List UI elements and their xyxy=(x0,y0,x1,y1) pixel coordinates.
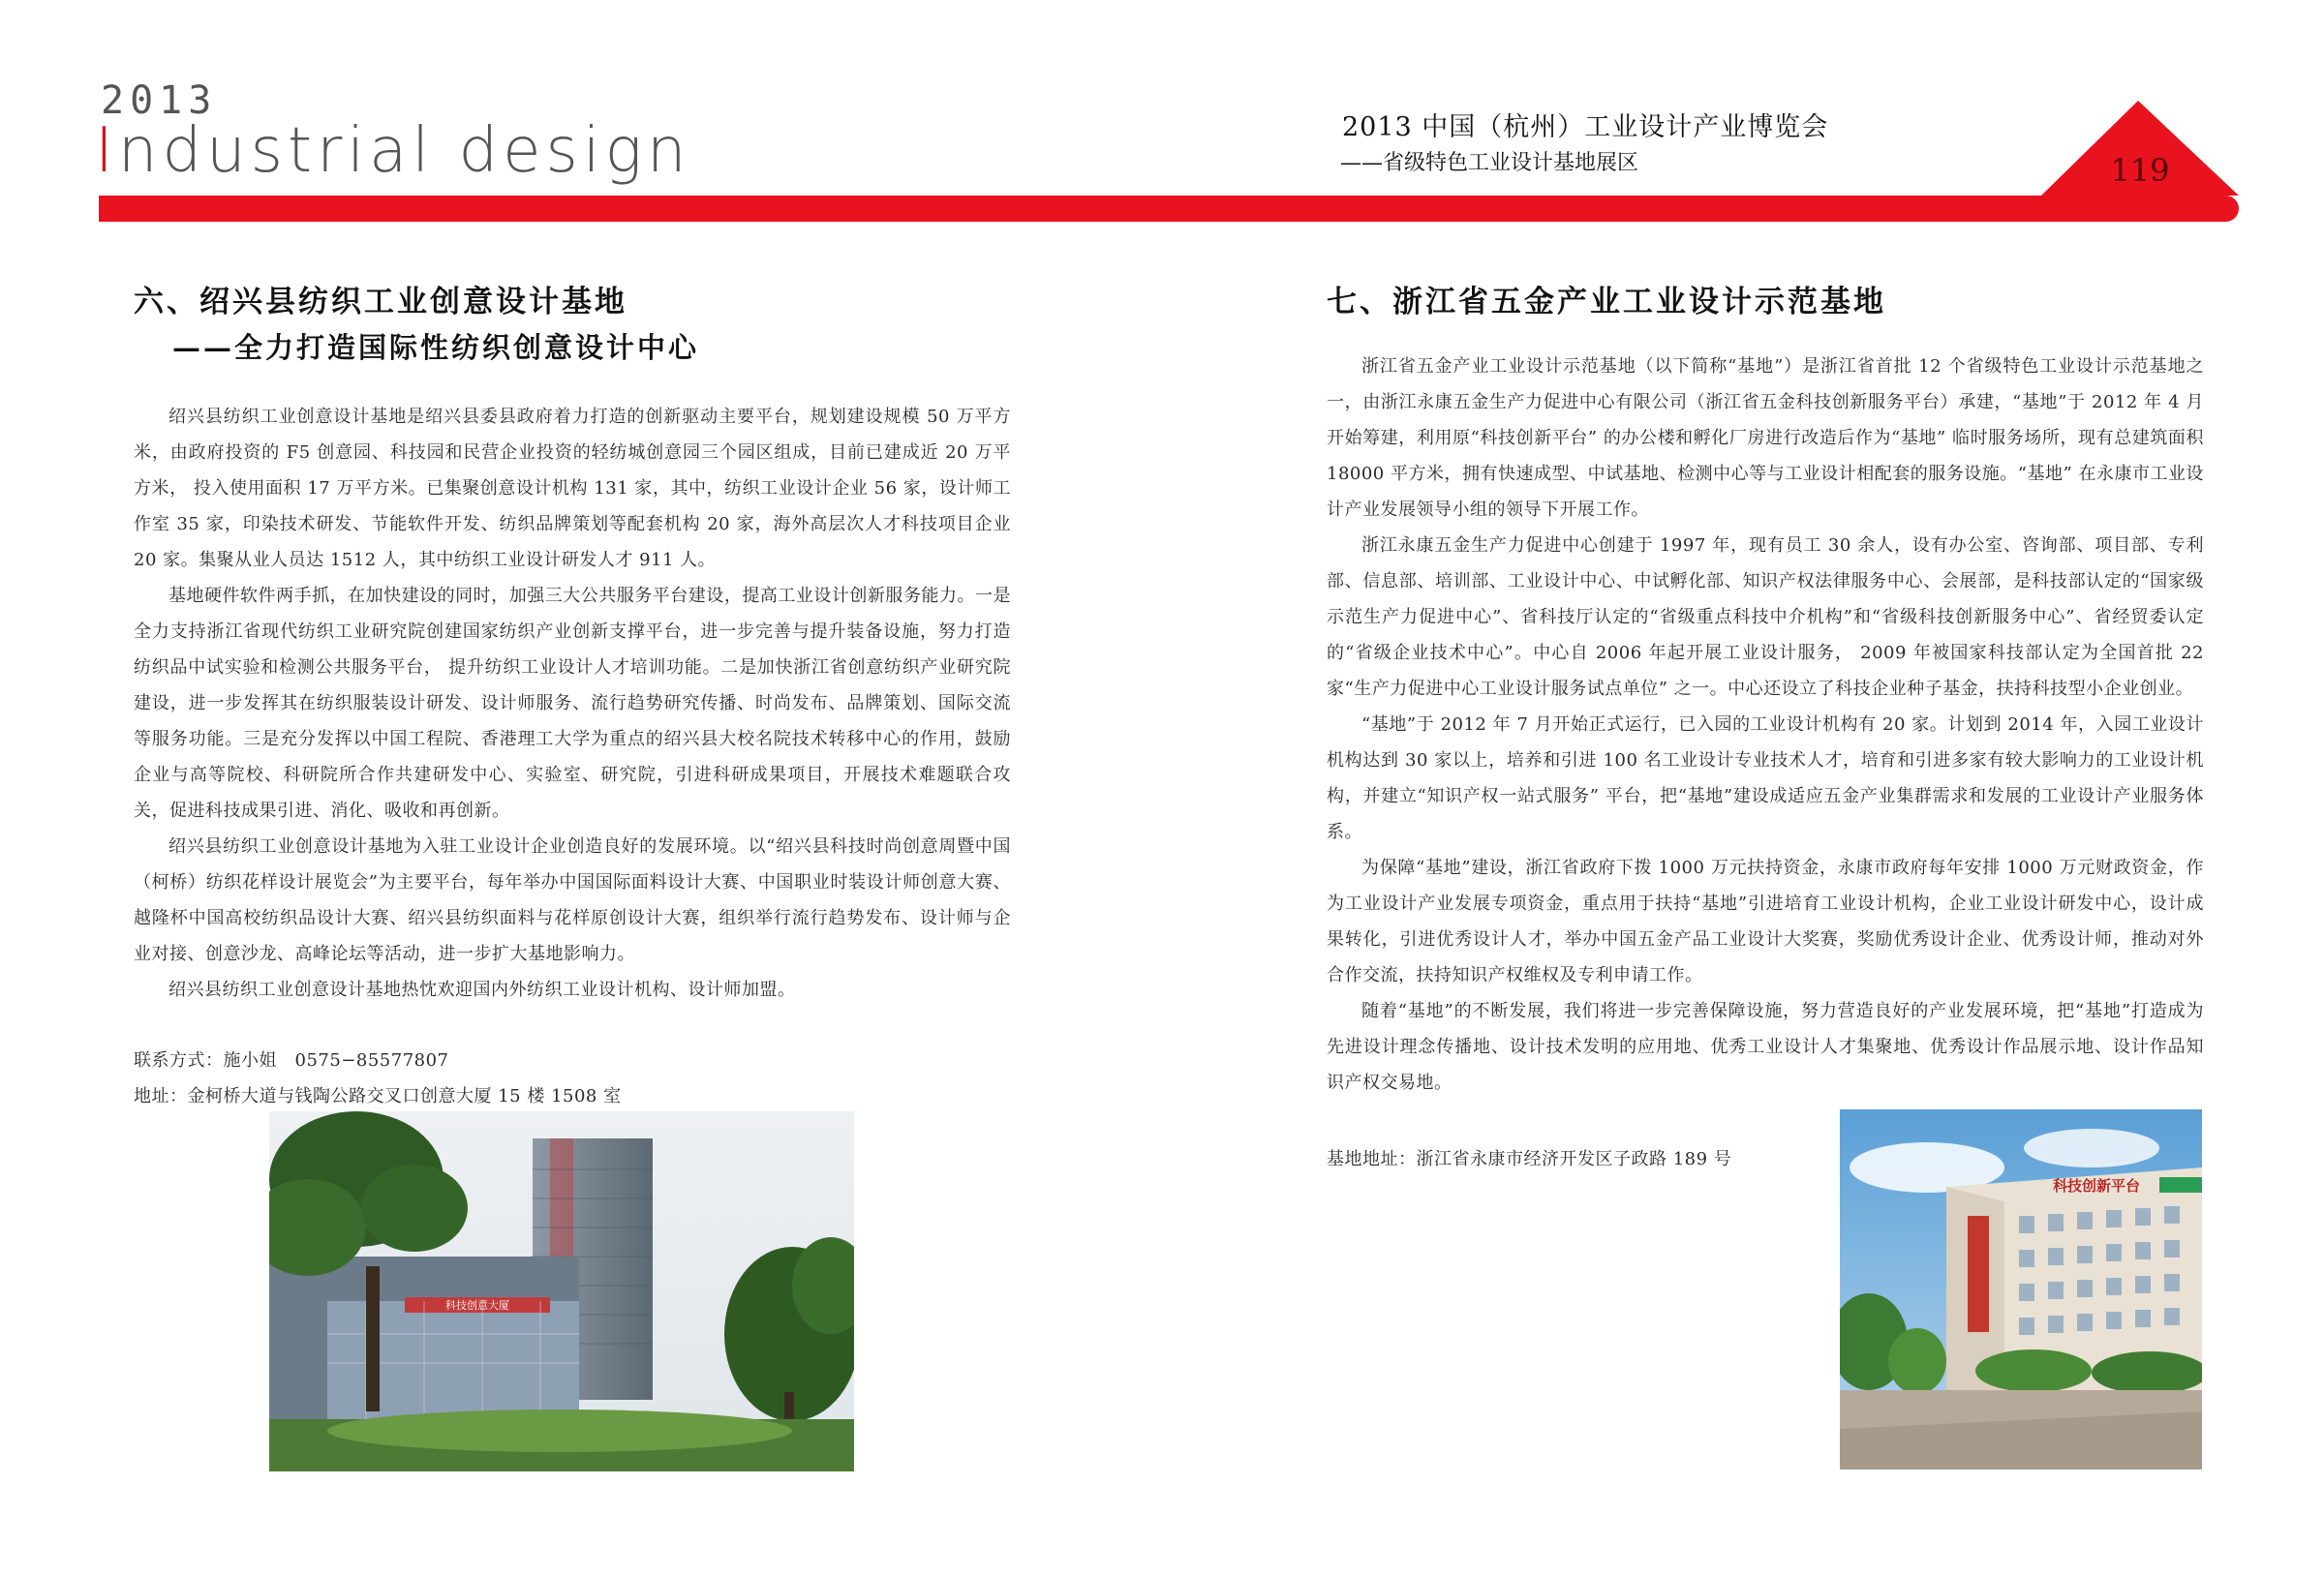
left-contact: 联系方式：施小姐 0575−85577807 xyxy=(134,1050,449,1071)
expo-subtitle: ——省级特色工业设计基地展区 xyxy=(1340,151,1639,175)
expo-title: 2013 中国（杭州）工业设计产业博览会 xyxy=(1342,112,1829,142)
header-year: 2013 xyxy=(101,78,218,123)
right-article xyxy=(1327,279,2204,1177)
left-article xyxy=(134,279,1011,1114)
right-paragraph: 浙江省五金产业工业设计示范基地（以下简称“基地”）是浙江省首批 12 个省级特色工业设计示范基地之一，由浙江永康五金生产力促进中心有限公司（浙江省五金科技创新服务平台）承建，“基地”于 2012 年 4 月开始筹建，利用原“科技创新平台” 的办公楼和孵化厂房进行改造后作为“基地” 临时服务场所，现有总建筑面积 18000 平方米，拥有快速成型、中试基地、检测中心等与工业设计相配套的服务设施。“基地” 在永康市工业设计产业发展领导小组的领导下开展工作。 xyxy=(1327,356,2204,520)
right-address: 基地地址：浙江省永康市经济开发区子政路 189 号 xyxy=(1327,1149,1732,1169)
left-heading: 六、绍兴县纺织工业创意设计基地 xyxy=(134,285,627,319)
left-building-photo xyxy=(269,1111,854,1471)
left-paragraph: 绍兴县纺织工业创意设计基地是绍兴县委县政府着力打造的创新驱动主要平台，规划建设规模 50 万平方米，由政府投资的 F5 创意园、科技园和民营企业投资的轻纺城创意园三个园区组成，目前已建成近 20 万平方米， 投入使用面积 17 万平方米。已集聚创意设计机构 131 家，其中，纺织工业设计企业 56 家，设计师工作室 35 家，印染技术研发、节能软件开发、纺织品牌策划等配套机构 20 家，海外高层次人才科技项目企业 20 家。集聚从业人员达 1512 人，其中纺织工业设计研发人才 911 人。 xyxy=(134,407,1011,570)
right-building-photo xyxy=(1840,1109,2202,1470)
left-address: 地址：金柯桥大道与钱陶公路交叉口创意大厦 15 楼 1508 室 xyxy=(134,1086,622,1106)
left-paragraph: 绍兴县纺织工业创意设计基地为入驻工业设计企业创造良好的发展环境。以“绍兴县科技时尚创意周暨中国（柯桥）纺织花样设计展览会”为主要平台，每年举办中国国际面料设计大赛、中国职业时装设计师创意大赛、越隆杯中国高校纺织品设计大赛、绍兴县纺织面料与花样原创设计大赛，组织举行流行趋势发布、设计师与企业对接、创意沙龙、高峰论坛等活动，进一步扩大基地影响力。 xyxy=(134,836,1011,964)
right-heading: 七、浙江省五金产业工业设计示范基地 xyxy=(1327,285,1886,319)
left-paragraph: 基地硬件软件两手抓，在加快建设的同时，加强三大公共服务平台建设，提高工业设计创新服务能力。一是全力支持浙江省现代纺织工业研究院创建国家纺织产业创新支撑平台，进一步完善与提升装备设施，努力打造纺织品中试实验和检测公共服务平台， 提升纺织工业设计人才培训功能。二是加快浙江省创意纺织产业研究院建设，进一步发挥其在纺织服装设计研发、设计师服务、流行趋势研究传播、时尚发布、品牌策划、国际交流等服务功能。三是充分发挥以中国工程院、香港理工大学为重点的绍兴县大校名院技术转移中心的作用，鼓励企业与高等院校、科研院所合作共建研发中心、实验室、研究院，引进科研成果项目，开展技术难题联合攻关，促进科技成果引进、消化、吸收和再创新。 xyxy=(134,586,1011,821)
brand-initial: I xyxy=(95,115,118,187)
right-paragraph: “基地”于 2012 年 7 月开始正式运行，已入园的工业设计机构有 20 家。计划到 2014 年，入园工业设计机构达到 30 家以上，培养和引进 100 名工业设计专业技术人才，培育和引进多家有较大影响力的工业设计机构，并建立“知识产权一站式服务” 平台，把“基地”建设成适应五金产业集群需求和发展的工业设计产业服务体系。 xyxy=(1327,714,2204,842)
right-paragraph: 随着“基地”的不断发展，我们将进一步完善保障设施，努力营造良好的产业发展环境，把“基地”打造成为先进设计理念传播地、设计技术发明的应用地、优秀工业设计人才集聚地、优秀设计作品展示地、设计作品知识产权交易地。 xyxy=(1327,1001,2204,1093)
left-subheading: ——全力打造国际性纺织创意设计中心 xyxy=(172,331,700,364)
left-body xyxy=(134,399,1011,1008)
right-paragraph: 为保障“基地”建设，浙江省政府下拨 1000 万元扶持资金，永康市政府每年安排 1000 万元财政资金，作为工业设计产业发展专项资金，重点用于扶持“基地”引进培育工业设计机构，企业工业设计研发中心，设计成果转化，引进优秀设计人才，举办中国五金产品工业设计大奖赛，奖励优秀设计企业、优秀设计师，推动对外合作交流，扶持知识产权维权及专利申请工作。 xyxy=(1327,858,2204,985)
right-paragraph: 浙江永康五金生产力促进中心创建于 1997 年，现有员工 30 余人，设有办公室、咨询部、项目部、专利部、信息部、培训部、工业设计中心、中试孵化部、知识产权法律服务中心、会展部，是科技部认定的“国家级示范生产力促进中心”、省科技厅认定的“省级重点科技中介机构”和“省级科技创新服务中心”、省经贸委认定的“省级企业技术中心”。中心自 2006 年起开展工业设计服务， 2009 年被国家科技部认定为全国首批 22 家“生产力促进中心工业设计服务试点单位” 之一。中心还设立了科技企业种子基金，扶持科技型小企业创业。 xyxy=(1327,535,2204,699)
brand-rest: ndustrial design xyxy=(117,115,691,187)
right-photo-sign: 科技创新平台 xyxy=(2052,1177,2141,1195)
page-number: 119 xyxy=(2110,152,2170,189)
right-body xyxy=(1327,349,2204,1101)
left-paragraph: 绍兴县纺织工业创意设计基地热忱欢迎国内外纺织工业设计机构、设计师加盟。 xyxy=(168,980,796,1000)
page-corner-triangle xyxy=(0,0,2324,232)
left-contact-block xyxy=(134,1043,1011,1114)
left-photo-sign: 科技创意大厦 xyxy=(445,1299,509,1312)
